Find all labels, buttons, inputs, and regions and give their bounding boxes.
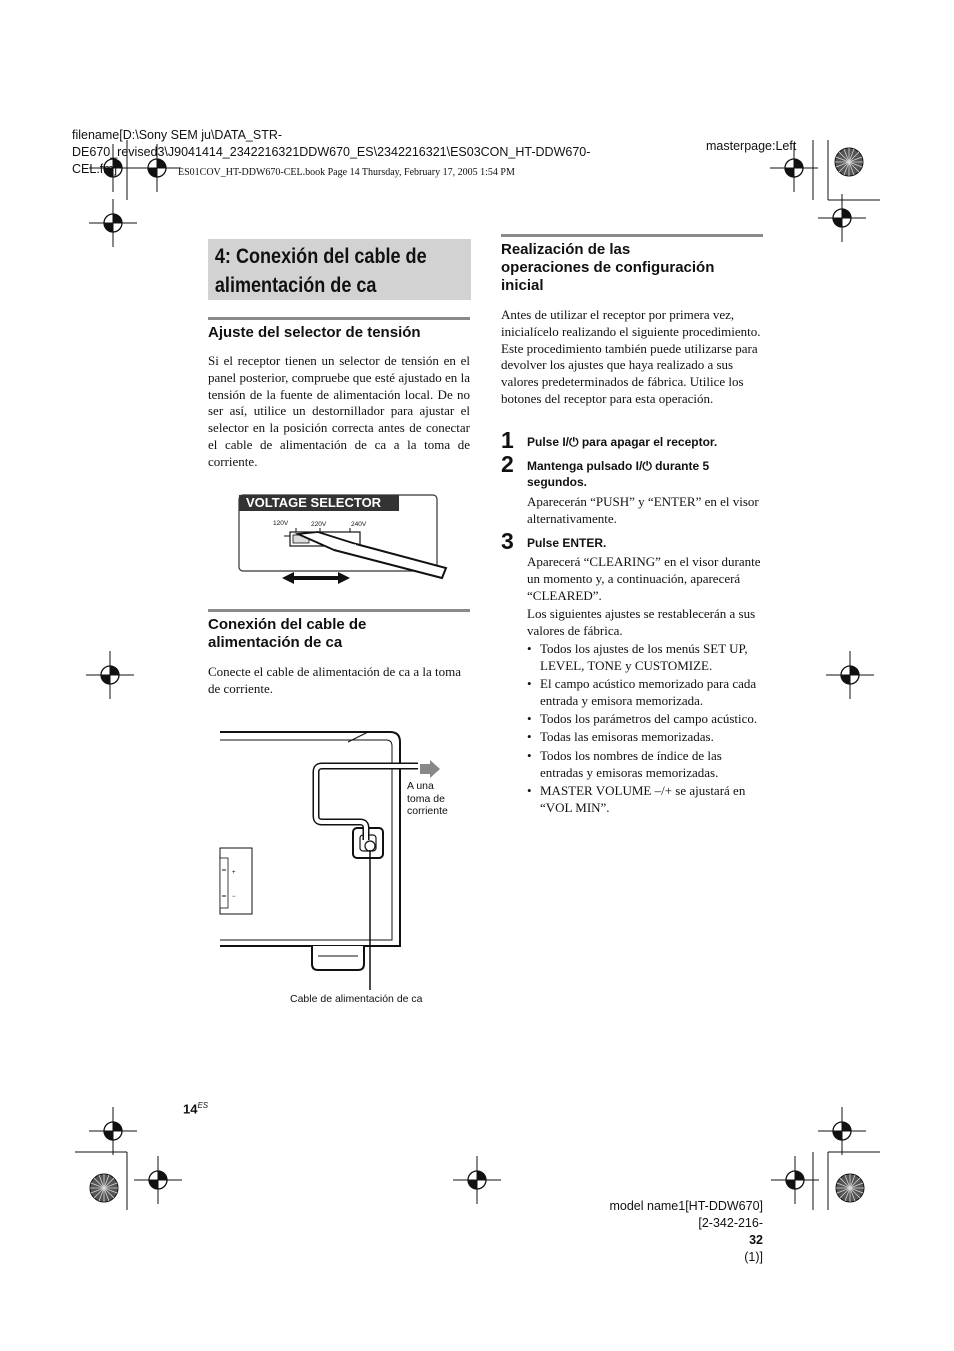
crosshair-mark-br2 [771, 1156, 819, 1204]
step-detail: Aparecerán “PUSH” y “ENTER” en el visor alternativamente. [527, 494, 759, 526]
list-item: • Todos los ajustes de los menús SET UP, LEVEL, TONE y CUSTOMIZE. [527, 641, 763, 675]
list-item: • MASTER VOLUME –/+ se ajustará en “VOL MIN”. [527, 783, 763, 817]
paragraph: Si el receptor tienen un selector de tensión en el panel posterior, compruebe que esté ajustado en la tensión de la fuente de alimentación local. De no ser así, utilice un destornillador para ajustar el selector en la posición correcta antes de conectar el cable de alimentación de ca a la toma de corriente. [208, 353, 470, 469]
step-number: 2 [501, 451, 514, 477]
step-number: 1 [501, 427, 514, 453]
crosshair-mark-bc [453, 1156, 501, 1204]
voltage-selector-label: VOLTAGE SELECTOR [246, 495, 382, 510]
reset-items-list [527, 641, 763, 818]
cable-label: Cable de alimentación de ca [290, 993, 423, 1005]
chapter-title-line: 4: Conexión del cable de [214, 245, 427, 268]
list-item: • Todos los nombres de índice de las entradas y emisoras memorizadas. [527, 748, 763, 782]
outlet-label [407, 780, 448, 818]
outlet-label-line: toma de [407, 792, 445, 805]
footer-code-prefix: [2-342-216- [698, 1216, 763, 1230]
footer-code-bold: 32 [749, 1233, 763, 1247]
list-item: • El campo acústico memorizado para cada entrada y emisora memorizada. [527, 676, 763, 710]
section-intro-initial-setup [501, 307, 763, 408]
heading-line: Conexión del cable de [208, 616, 367, 633]
section-heading-initial-setup [501, 241, 763, 295]
step-number: 3 [501, 528, 514, 554]
section-body-ac-cable [208, 664, 470, 698]
chapter-title-box [208, 239, 471, 300]
crosshair-mark-bl1 [89, 1107, 137, 1155]
heading-line: operaciones de configuración [501, 259, 715, 276]
crosshair-mark-tl3 [89, 199, 137, 247]
voltage-240-label: 240V [351, 521, 367, 528]
heading-line: Realización de las [501, 241, 631, 258]
section-heading-voltage: Ajuste del selector de tensión [208, 324, 421, 341]
paragraph: Conecte el cable de alimentación de ca a la toma de corriente. [208, 664, 462, 696]
heading-line: inicial [501, 277, 544, 294]
footer-model-line: model name1[HT-DDW670] [609, 1199, 763, 1213]
crosshair-mark-br1 [818, 1107, 866, 1155]
starburst-mark-br [836, 1174, 864, 1202]
crosshair-mark-mr [826, 651, 874, 699]
section-rule [208, 317, 470, 320]
voltage-selector-figure [238, 494, 438, 572]
step-detail: Los siguientes ajustes se restablecerán a sus valores de fábrica. [527, 606, 756, 638]
book-info: ES01COV_HT-DDW670-CEL.book Page 14 Thursday, February 17, 2005 1:54 PM [178, 167, 515, 178]
section-heading-ac-cable [208, 616, 470, 652]
section-body-voltage [208, 353, 470, 471]
ac-cable-figure [218, 728, 458, 1008]
outlet-label-line: A una [407, 780, 434, 792]
list-item: • Todos los parámetros del campo acústico. [527, 711, 763, 728]
list-item: • Todas las emisoras memorizadas. [527, 729, 763, 746]
voltage-220-label: 220V [311, 521, 327, 528]
footer-code-suffix: (1)] [744, 1250, 763, 1264]
chapter-title-line: alimentación de ca [214, 274, 377, 297]
page-number [183, 1101, 208, 1116]
outlet-label-line: corriente [407, 805, 448, 817]
step-instruction: Pulse ENTER. [527, 536, 607, 550]
filename-line: filename[D:\Sony SEM ju\DATA_STR- [72, 128, 283, 142]
section-rule [208, 609, 470, 612]
step-detail: Aparecerá “CLEARING” en el visor durante un momento y, a continuación, aparecerá “CLEARED”. [527, 554, 761, 603]
starburst-mark-bl [90, 1174, 118, 1202]
section-rule [501, 234, 763, 237]
page-number-suffix: ES [197, 1101, 209, 1110]
crosshair-mark-ml [86, 651, 134, 699]
crosshair-mark-tr2 [818, 194, 866, 242]
filename-line: DE670_revised3\J9041414_2342216321DDW670_ES\2342216321\ES03CON_HT-DDW670- [72, 145, 591, 159]
page-number-value: 14 [183, 1101, 198, 1117]
paragraph: Este procedimiento también puede utilizarse para devolver los ajustes que haya realizado a sus valores predeterminados de fábrica. Utilice los botones del receptor para esta operación. [501, 340, 758, 406]
svg-text:+: + [232, 870, 236, 876]
svg-text:−: − [232, 894, 236, 900]
footer-code-line [560, 1215, 763, 1266]
starburst-mark-tr [835, 148, 863, 176]
crosshair-mark-bl2 [134, 1156, 182, 1204]
step-instruction: Pulse I/⏻ para apagar el receptor. [527, 435, 718, 449]
voltage-120-label: 120V [273, 520, 289, 527]
masterpage-label: masterpage:Left [706, 139, 797, 153]
model-footer [560, 1198, 763, 1266]
paragraph: Antes de utilizar el receptor por primera vez, inicialícelo realizando el siguiente procedimiento. [501, 307, 761, 339]
filename-line: CEL.fm] [72, 162, 118, 176]
step-instruction: Mantenga pulsado I/⏻ durante 5 segundos. [527, 459, 710, 489]
heading-line: alimentación de ca [208, 634, 343, 651]
